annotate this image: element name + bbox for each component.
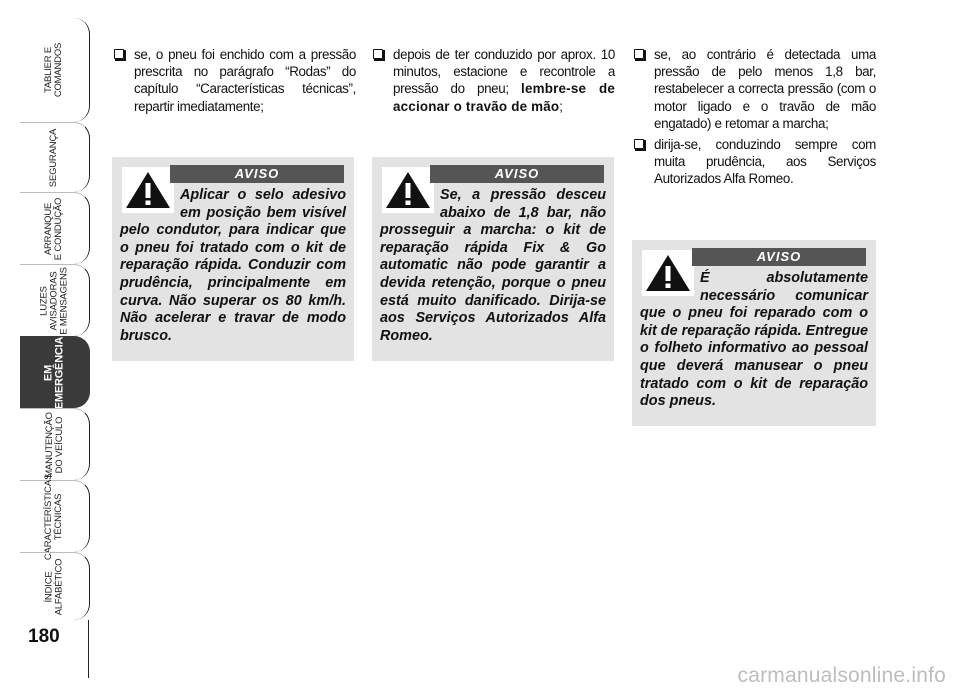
checkbox-bullet-icon (114, 49, 124, 59)
bullet-text: dirija-se, conduzindo sempre com muita prudência, aos Serviços Autorizados Alfa Romeo. (654, 137, 876, 187)
tab-luzes-avisadoras[interactable] (20, 264, 90, 336)
warning-box (632, 240, 876, 426)
warning-body: Aplicar o selo adesivo em posição bem visível pelo condutor, para indicar que o pneu foi tratado com o kit de reparação rápida. Conduzir com prudência, principalmente em curva. Não superar os 80 km/h. Não acelerar e travar de modo brusco. (120, 187, 346, 344)
icon-spacer (120, 187, 180, 221)
icon-spacer (380, 187, 440, 221)
bullet-emphasis: lembre-se de accionar o travão de mão (393, 81, 615, 114)
warning-box (372, 157, 614, 361)
icon-spacer (640, 270, 700, 304)
column-3 (632, 46, 876, 192)
checkbox-bullet-icon (634, 49, 644, 59)
checkbox-bullet-icon (373, 49, 383, 59)
page-number: 180 (28, 626, 60, 647)
tab-indice-alfabetico[interactable] (20, 552, 90, 620)
tab-seguranca[interactable] (20, 122, 90, 192)
warning-text (120, 187, 346, 345)
warning-text (640, 270, 868, 411)
warning-body: É absolutamente necessário comunicar que o pneu foi reparado com o kit de reparação rápida. Entregue o folheto informativo ao pessoal que deverá manusear o pneu tratado com o kit de reparação dos pneus. (640, 270, 868, 410)
warning-text (380, 187, 606, 345)
bullet-text: se, ao contrário é detectada uma pressão de pelo menos 1,8 bar, restabelecer a correcta pressão (com o motor ligado e o travão de mão engatado) e retomar a marcha; (654, 47, 876, 131)
tab-label: TABLIER E COMANDOS (43, 42, 65, 98)
column-2 (371, 46, 615, 119)
warning-body: Se, a pressão desceu abaixo de 1,8 bar, não prosseguir a marcha: o kit de reparação rápida Fix & Go automatic não pode garantir a devida retenção, porque o pneu está muito danificado. Dirija-se aos Serviços Autorizados Alfa Romeo. (380, 187, 606, 344)
tab-label: ARRANQUE E CONDUÇÃO (43, 197, 65, 260)
section-tabs (0, 0, 100, 692)
warning-title: AVISO (430, 165, 604, 183)
bullet-end: ; (559, 98, 563, 114)
warning-box (112, 157, 354, 361)
bullet-item (112, 46, 356, 115)
bullet-item (632, 136, 876, 188)
warning-title: AVISO (692, 248, 866, 266)
divider (88, 620, 89, 678)
warning-title: AVISO (170, 165, 344, 183)
watermark: carmanualsonline.info (737, 664, 946, 687)
tab-label: ÍNDICE ALFABÉTICO (43, 558, 65, 615)
tab-tablier-comandos[interactable] (20, 18, 90, 122)
tab-label: CARACTERÍSTICAS TÉCNICAS (43, 473, 65, 560)
tab-manutencao-veiculo[interactable] (20, 408, 90, 480)
tab-label: LUZES AVISADORAS E MENSAGENS (38, 266, 70, 335)
tab-caracteristicas-tecnicas[interactable] (20, 473, 90, 560)
checkbox-bullet-icon (634, 139, 644, 149)
bullet-text: se, o pneu foi enchido com a pressão prescrita no parágrafo “Rodas” do capítulo “Características técnicas”, repartir imediatamente; (134, 47, 356, 114)
tab-arranque-conducao[interactable] (20, 192, 90, 264)
bullet-text: depois de ter conduzido por aprox. 10 minutos, estacione e recontrole a pressão do pneu; (393, 47, 615, 97)
bullet-item (371, 46, 615, 115)
tab-label: EM EMERGÊNCIA (42, 336, 66, 409)
bullet-item (632, 46, 876, 132)
tab-em-emergencia[interactable] (20, 336, 90, 408)
tab-label: SEGURANÇA (48, 128, 60, 187)
tab-label: MANUTENÇÃO DO VEÍCULO (43, 411, 65, 478)
column-1 (112, 46, 356, 119)
